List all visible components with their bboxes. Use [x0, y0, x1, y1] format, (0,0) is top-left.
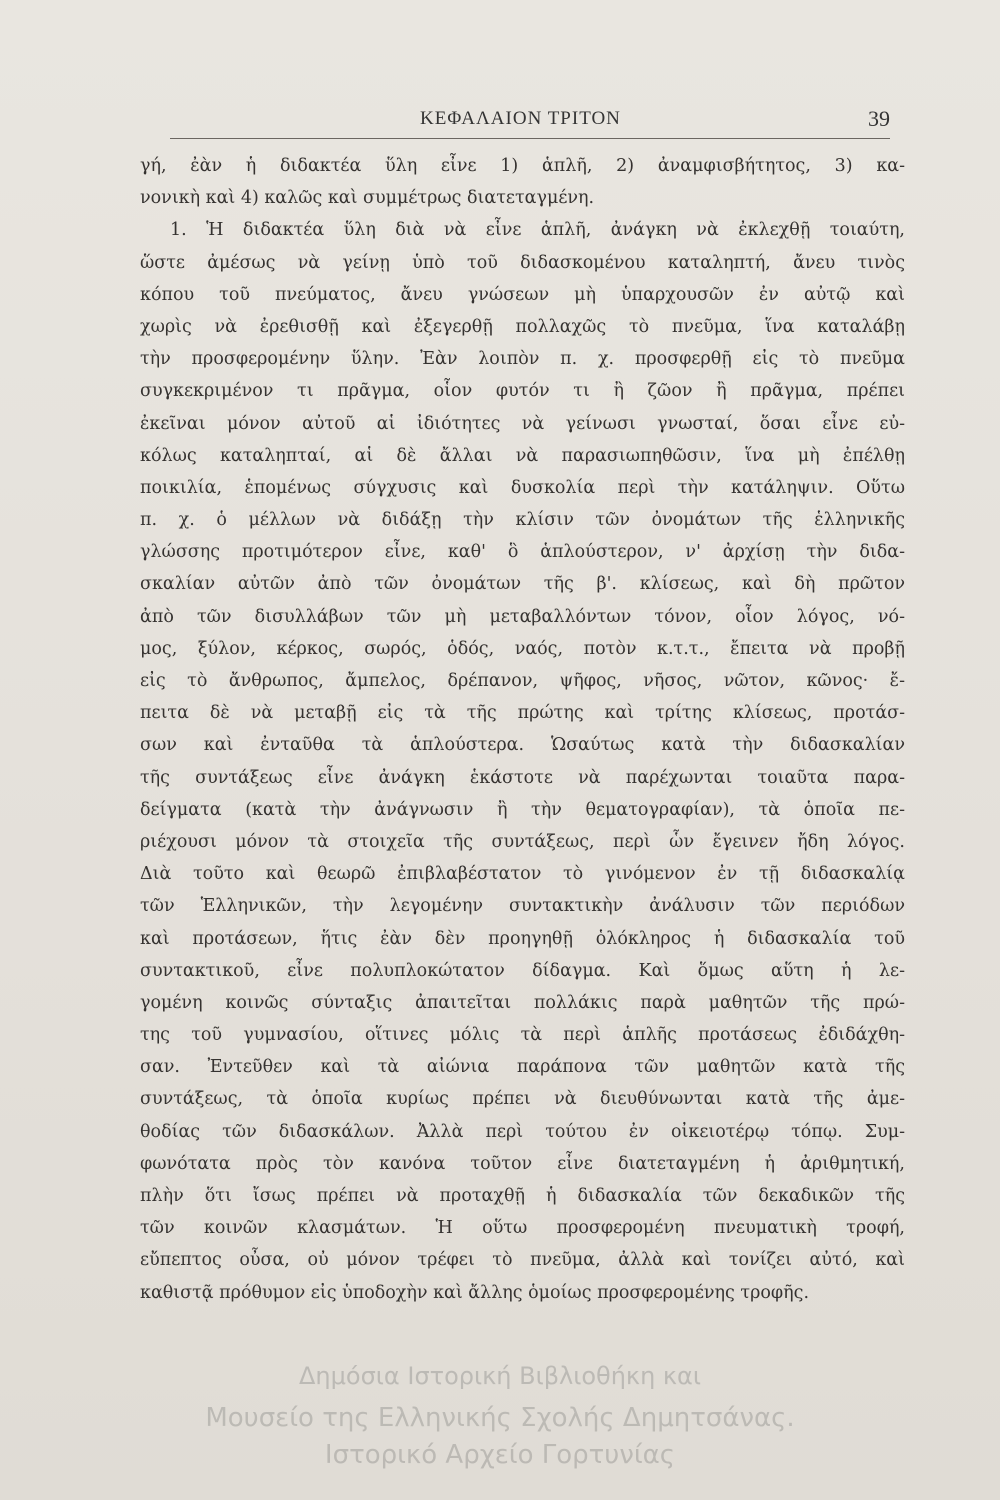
- text-line: κόλως καταληπταί, αἱ δὲ ἄλλαι νὰ παρασιωπηθῶσιν, ἵνα μὴ ἐπέλθῃ: [140, 445, 905, 466]
- text-line: γή, ἐὰν ἡ διδακτέα ὕλη εἶνε 1) ἁπλῆ, 2) ἀναμφισβήτητος, 3) κα-: [140, 156, 905, 176]
- text-line: τῶν Ἑλληνικῶν, τὴν λεγομένην συντακτικὴν ἀνάλυσιν τῶν περιόδων: [140, 896, 905, 917]
- library-watermark: Δημόσια Ιστορική Βιβλιοθήκη και: [299, 1362, 701, 1390]
- text-line: σκαλίαν αὐτῶν ἀπὸ τῶν ὀνομάτων τῆς β'. κλίσεως, καὶ δὴ πρῶτον: [140, 574, 905, 595]
- text-line: χωρὶς νὰ ἐρεθισθῇ καὶ ἐξεγερθῇ πολλαχῶς τὸ πνεῦμα, ἵνα καταλάβῃ: [140, 316, 905, 337]
- text-line: συντακτικοῦ, εἶνε πολυπλοκώτατον δίδαγμα. Καὶ ὅμως αὕτη ἡ λε-: [140, 960, 905, 981]
- text-line: γλώσσης προτιμότερον εἶνε, καθ' ὃ ἁπλούστερον, ν' ἀρχίσῃ τὴν διδα-: [140, 542, 905, 563]
- text-line: τῶν κοινῶν κλασμάτων. Ἡ οὕτω προσφερομένη πνευματικὴ τροφή,: [140, 1218, 905, 1239]
- text-line: σων καὶ ἐνταῦθα τὰ ἁπλούστερα. Ὡσαύτως κατὰ τὴν διδασκαλίαν: [140, 735, 905, 756]
- text-line: τὴν προσφερομένην ὕλην. Ἐὰν λοιπὸν π. χ. προσφερθῇ εἰς τὸ πνεῦμα: [140, 349, 905, 370]
- text-line: πλὴν ὅτι ἴσως πρέπει νὰ προταχθῇ ἡ διδασκαλία τῶν δεκαδικῶν τῆς: [140, 1186, 905, 1206]
- body-text: [140, 150, 905, 1309]
- text-line: συγκεκριμένον τι πρᾶγμα, οἷον φυτόν τι ἢ ζῶον ἢ πρᾶγμα, πρέπει: [140, 381, 905, 402]
- text-line: σαν. Ἐντεῦθεν καὶ τὰ αἰώνια παράπονα τῶν μαθητῶν κατὰ τῆς: [140, 1057, 905, 1078]
- text-line: δείγματα (κατὰ τὴν ἀνάγνωσιν ἢ τὴν θεματογραφίαν), τὰ ὁποῖα πε-: [140, 799, 905, 820]
- text-line: νονικὴ καὶ 4) καλῶς καὶ συμμέτρως διατεταγμένη.: [140, 188, 595, 209]
- page-number: 39: [868, 106, 890, 131]
- text-line: π. χ. ὁ μέλλων νὰ διδάξῃ τὴν κλίσιν τῶν ὀνομάτων τῆς ἑλληνικῆς: [140, 510, 905, 531]
- text-line: τῆς συντάξεως εἶνε ἀνάγκη ἑκάστοτε νὰ παρέχωνται τοιαῦτα παρα-: [140, 767, 905, 788]
- text-line: καὶ προτάσεων, ἥτις ἐὰν δὲν προηγηθῇ ὁλόκληρος ἡ διδασκαλία τοῦ: [140, 928, 905, 949]
- text-line: της τοῦ γυμνασίου, οἵτινες μόλις τὰ περὶ ἁπλῆς προτάσεως ἐδιδάχθη-: [140, 1025, 905, 1046]
- running-title: ΚΕΦΑΛΑΙΟΝ ΤΡΙΤΟΝ: [420, 108, 621, 129]
- header-rule: [170, 138, 890, 139]
- text-line: ὥστε ἀμέσως νὰ γείνῃ ὑπὸ τοῦ διδασκομένου καταληπτή, ἄνευ τινὸς: [140, 252, 905, 273]
- text-line: φωνότατα πρὸς τὸν κανόνα τοῦτον εἶνε διατεταγμένη ἡ ἀριθμητική,: [140, 1153, 905, 1174]
- page-header: [170, 100, 890, 140]
- text-line: συντάξεως, τὰ ὁποῖα κυρίως πρέπει νὰ διευθύνωνται κατὰ τῆς ἀμε-: [140, 1089, 905, 1110]
- text-line: εὔπεπτος οὖσα, οὐ μόνον τρέφει τὸ πνεῦμα, ἀλλὰ καὶ τονίζει αὐτό, καὶ: [140, 1250, 905, 1271]
- text-line: πειτα δὲ νὰ μεταβῇ εἰς τὰ τῆς πρώτης καὶ τρίτης κλίσεως, προτάσ-: [140, 703, 905, 724]
- library-watermark: Μουσείο της Ελληνικής Σχολής Δημητσάνας.: [205, 1403, 795, 1433]
- text-line: Διὰ τοῦτο καὶ θεωρῶ ἐπιβλαβέστατον τὸ γινόμενον ἐν τῇ διδασκαλίᾳ: [140, 864, 905, 885]
- text-line: 1. Ἡ διδακτέα ὕλη διὰ νὰ εἶνε ἁπλῆ, ἀνάγκη νὰ ἐκλεχθῇ τοιαύτη,: [170, 220, 905, 241]
- text-line: μος, ξύλον, κέρκος, σωρός, ὁδός, ναός, ποτὸν κ.τ.τ., ἔπειτα νὰ προβῇ: [140, 638, 905, 659]
- text-line: εἰς τὸ ἄνθρωπος, ἄμπελος, δρέπανον, ψῆφος, νῆσος, νῶτον, κῶνος· ἔ-: [140, 671, 905, 691]
- text-line: ἐκεῖναι μόνον αὐτοῦ αἱ ἰδιότητες νὰ γείνωσι γνωσταί, ὅσαι εἶνε εὐ-: [140, 413, 905, 434]
- text-line: καθιστᾷ πρόθυμον εἰς ὑποδοχὴν καὶ ἄλλης ὁμοίως προσφερομένης τροφῆς.: [140, 1282, 810, 1303]
- text-line: θοδίας τῶν διδασκάλων. Ἀλλὰ περὶ τούτου ἐν οἰκειοτέρῳ τόπῳ. Συμ-: [140, 1121, 905, 1142]
- text-line: γομένη κοινῶς σύνταξις ἀπαιτεῖται πολλάκις παρὰ μαθητῶν τῆς πρώ-: [140, 992, 905, 1013]
- archive-watermark: Ιστορικό Αρχείο Γορτυνίας: [324, 1440, 676, 1470]
- text-line: κόπου τοῦ πνεύματος, ἄνευ γνώσεων μὴ ὑπαρχουσῶν ἐν αὐτῷ καὶ: [140, 284, 905, 305]
- text-line: ποικιλία, ἑπομένως σύγχυσις καὶ δυσκολία περὶ τὴν κατάληψιν. Οὕτω: [140, 477, 905, 498]
- text-line: ἀπὸ τῶν δισυλλάβων τῶν μὴ μεταβαλλόντων τόνον, οἷον λόγος, νό-: [140, 606, 905, 627]
- text-line: ριέχουσι μόνον τὰ στοιχεῖα τῆς συντάξεως, περὶ ὧν ἔγεινεν ἤδη λόγος.: [140, 831, 905, 852]
